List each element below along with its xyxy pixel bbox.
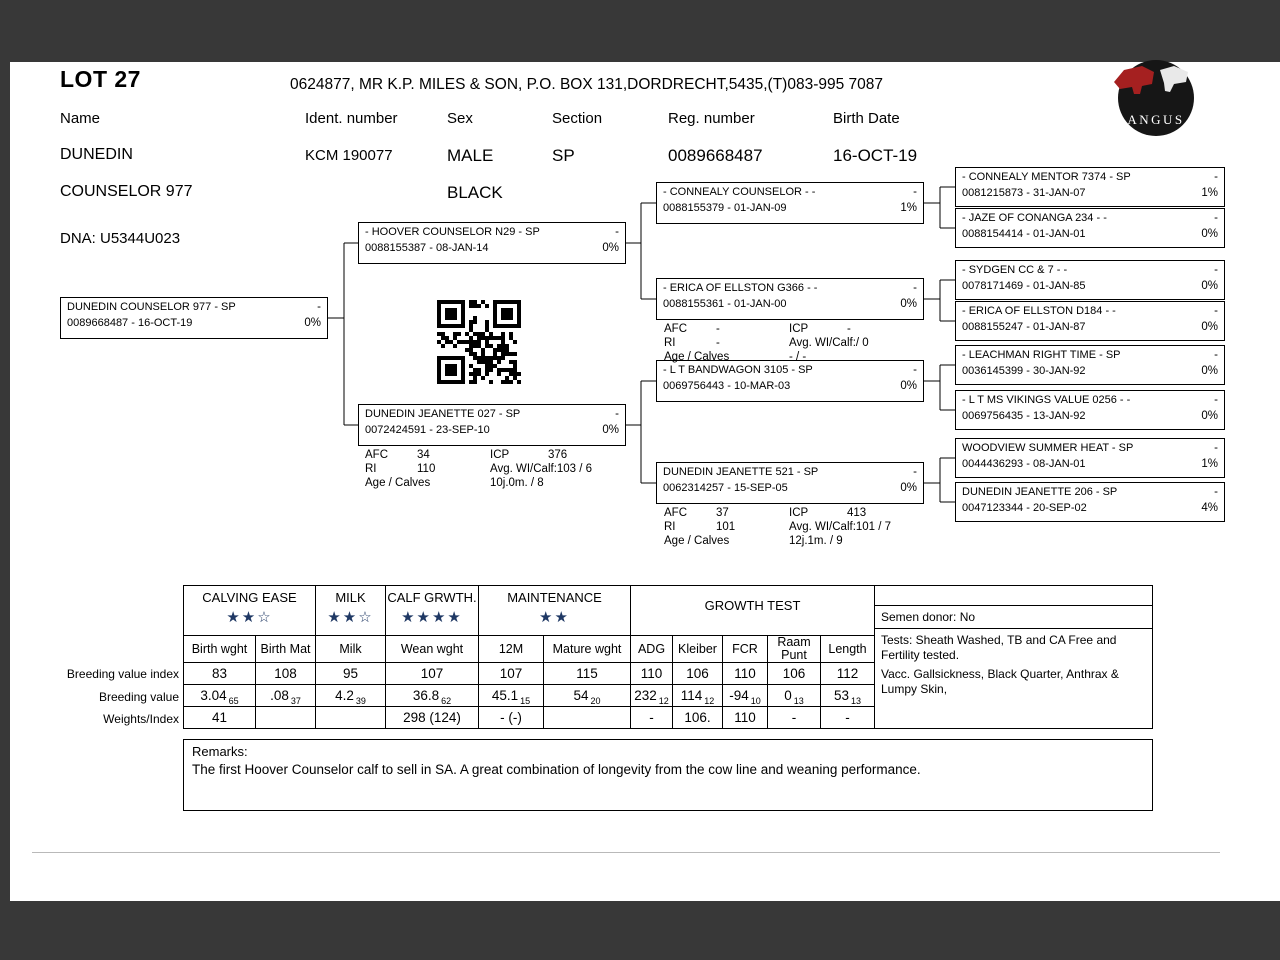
animal-name-line1: DUNEDIN	[60, 146, 133, 163]
afc-value: 34	[417, 449, 430, 461]
avg-value: / 0	[855, 337, 869, 349]
pedigree-reg-row	[956, 499, 1224, 515]
vaccination-note: Vacc. Gallsickness, Black Quarter, Anthrax & Lumpy Skin,	[881, 667, 1119, 696]
age-value: 12j.1m. / 9	[789, 535, 843, 547]
pedigree-name-row	[657, 463, 923, 479]
pedigree-pct: 0%	[602, 242, 619, 254]
pedigree-pct: 0%	[1201, 321, 1218, 333]
remarks-box	[183, 739, 1153, 811]
pedigree-name: DUNEDIN JEANETTE 521 - SP	[663, 466, 819, 478]
remarks-label: Remarks:	[192, 744, 248, 759]
tests-note: Tests: Sheath Washed, TB and CA Free and Fertility tested.	[881, 633, 1117, 662]
lot-number: LOT 27	[60, 66, 141, 92]
accuracy: 13	[793, 696, 804, 706]
pedigree-value: -	[913, 364, 917, 376]
value: 4.2	[335, 688, 354, 703]
cell	[479, 685, 544, 707]
pedigree-name: DUNEDIN JEANETTE 027 - SP	[365, 408, 521, 420]
col-12m: 12M	[479, 636, 544, 663]
group-label: MILK	[335, 590, 366, 605]
footer-divider	[32, 852, 1220, 853]
left-edge-strip	[0, 0, 10, 960]
column-header-row	[184, 636, 875, 663]
pedigree-box-g4-8	[955, 482, 1225, 522]
pedigree-value: -	[1214, 394, 1218, 406]
icp-label: ICP	[490, 449, 510, 461]
age-label: Age / Calves	[365, 477, 431, 489]
breeding-value-row	[184, 685, 875, 707]
pedigree-pct: 0%	[1201, 228, 1218, 240]
bottom-bar	[0, 901, 1280, 960]
pedigree-box-dam	[358, 404, 626, 446]
col-adg: ADG	[631, 636, 673, 663]
cell: 95	[316, 663, 386, 685]
icp-label: ICP	[789, 323, 809, 335]
stats-row	[365, 462, 592, 476]
pedigree-name: - JAZE OF CONANGA 234 - -	[962, 212, 1107, 224]
cell	[256, 685, 316, 707]
pedigree-value: -	[1214, 171, 1218, 183]
cell	[821, 685, 875, 707]
animal-name-line2: COUNSELOR 977	[60, 183, 193, 200]
pedigree-reg: 0088155387 - 08-JAN-14	[365, 242, 489, 254]
cell: 106	[768, 663, 821, 685]
cell	[256, 707, 316, 729]
star-rating: ★★★★	[401, 609, 463, 626]
star-rating: ★★☆	[327, 609, 374, 626]
pedigree-name: - LEACHMAN RIGHT TIME - SP	[962, 349, 1121, 361]
pedigree-reg-row	[956, 184, 1224, 200]
pedigree-pct: 0%	[900, 380, 917, 392]
age-value: - / -	[789, 351, 807, 363]
pedigree-reg-row	[657, 295, 923, 311]
col-birth-wght: Birth wght	[184, 636, 256, 663]
pedigree-name-row	[956, 483, 1224, 499]
pedigree-name-row	[956, 391, 1224, 407]
qr-code	[437, 300, 521, 384]
value: -94	[729, 688, 749, 703]
avg-value: 101 / 7	[855, 521, 892, 533]
pedigree-value: -	[913, 466, 917, 478]
pedigree-value: -	[1214, 486, 1218, 498]
cell: -	[768, 707, 821, 729]
value: 3.04	[200, 688, 227, 703]
pedigree-pct: 0%	[304, 317, 321, 329]
cell: 107	[386, 663, 479, 685]
cell: -	[631, 707, 673, 729]
birth-date-value: 16-OCT-19	[833, 146, 918, 165]
afc-value: -	[716, 323, 720, 335]
pedigree-reg-row	[956, 362, 1224, 378]
pedigree-box-dam-sire	[656, 360, 924, 402]
stats-block-dam-dam	[664, 506, 891, 548]
label-name: Name	[60, 110, 101, 127]
pedigree-value: -	[1214, 442, 1218, 454]
group-label: CALVING EASE	[202, 590, 297, 605]
ri-value: 101	[716, 521, 736, 533]
cell: 115	[544, 663, 631, 685]
stats-row	[365, 448, 592, 462]
pedigree-reg: 0047123344 - 20-SEP-02	[962, 502, 1087, 514]
pedigree-name: - ERICA OF ELLSTON D184 - -	[962, 305, 1116, 317]
pedigree-box-sire-dam	[656, 278, 924, 320]
pedigree-reg: 0072424591 - 23-SEP-10	[365, 424, 490, 436]
pedigree-value: -	[615, 226, 619, 238]
cell: 112	[821, 663, 875, 685]
pedigree-box-g4-4	[955, 301, 1225, 341]
stats-row	[664, 520, 891, 534]
pedigree-reg-row	[657, 377, 923, 393]
pedigree-reg: 0088154414 - 01-JAN-01	[962, 228, 1086, 240]
pedigree-reg: 0078171469 - 01-JAN-85	[962, 280, 1086, 292]
col-kleiber: Kleiber	[673, 636, 723, 663]
angus-logo-graphic	[1108, 56, 1198, 138]
pedigree-pct: 1%	[900, 202, 917, 214]
afc-label: AFC	[664, 507, 687, 519]
pedigree-name: - ERICA OF ELLSTON G366 - -	[663, 282, 818, 294]
age-label: Age / Calves	[664, 535, 730, 547]
age-label: Age / Calves	[664, 351, 730, 363]
cell: 298 (124)	[386, 707, 479, 729]
pedigree-reg-row	[359, 239, 625, 255]
pedigree-name: - L T BANDWAGON 3105 - SP	[663, 364, 813, 376]
owner-line: 0624877, MR K.P. MILES & SON, P.O. BOX 131,DORDRECHT,5435,(T)083-995 7087	[290, 76, 884, 93]
avg-label: Avg. WI/Calf:	[789, 337, 856, 349]
pedigree-name-row	[657, 279, 923, 295]
pedigree-name-row	[359, 405, 625, 421]
cell	[316, 707, 386, 729]
star-rating	[631, 613, 874, 627]
pedigree-reg: 0081215873 - 31-JAN-07	[962, 187, 1086, 199]
afc-label: AFC	[664, 323, 687, 335]
dna-number: DNA: U5344U023	[60, 230, 181, 247]
pedigree-pct: 1%	[1201, 187, 1218, 199]
pedigree-reg-row	[956, 455, 1224, 471]
pedigree-reg: 0069756435 - 13-JAN-92	[962, 410, 1086, 422]
icp-value: 376	[548, 449, 568, 461]
group-calving-ease	[184, 586, 316, 636]
pedigree-reg-row	[956, 318, 1224, 334]
col-wean-wght: Wean wght	[386, 636, 479, 663]
pedigree-pct: 0%	[602, 424, 619, 436]
pedigree-name-row	[956, 439, 1224, 455]
cell	[631, 685, 673, 707]
ri-value: 110	[417, 463, 436, 475]
value: 36.8	[412, 688, 440, 703]
pedigree-name-row	[61, 298, 327, 314]
col-birth-mat: Birth Mat	[256, 636, 316, 663]
group-label: MAINTENANCE	[507, 590, 602, 605]
label-birth-date: Birth Date	[833, 110, 900, 127]
stats-row	[664, 506, 891, 520]
angus-logo	[1108, 56, 1198, 143]
pedigree-pct: 1%	[1201, 458, 1218, 470]
cell: 110	[631, 663, 673, 685]
pedigree-reg-row	[956, 407, 1224, 423]
value: 114	[680, 688, 703, 703]
accuracy: 39	[355, 696, 366, 706]
accuracy: 20	[590, 696, 601, 706]
col-milk: Milk	[316, 636, 386, 663]
angus-logo-text: ANGUS	[1127, 112, 1185, 127]
pedigree-reg-row	[359, 421, 625, 437]
group-label: CALF GRWTH.	[387, 590, 477, 605]
cell	[316, 685, 386, 707]
pedigree-name-row	[359, 223, 625, 239]
pedigree-name-row	[956, 302, 1224, 318]
pedigree-name: - CONNEALY COUNSELOR - -	[663, 186, 816, 198]
pedigree-name: - CONNEALY MENTOR 7374 - SP	[962, 171, 1131, 183]
label-reg-number: Reg. number	[668, 110, 755, 127]
cell	[184, 685, 256, 707]
value: 232	[634, 688, 657, 703]
cell: 83	[184, 663, 256, 685]
avg-label: Avg. WI/Calf:	[490, 463, 557, 475]
pedigree-value: -	[913, 186, 917, 198]
pedigree-value: -	[317, 301, 321, 313]
pedigree-reg: 0069756443 - 10-MAR-03	[663, 380, 791, 392]
pedigree-box-sire	[358, 222, 626, 264]
col-raam-punt: Raam Punt	[768, 636, 821, 663]
cell: 106.	[673, 707, 723, 729]
accuracy: 15	[520, 696, 531, 706]
semen-donor-note: Semen donor: No	[875, 606, 1152, 629]
stats-row	[365, 476, 592, 490]
afc-label: AFC	[365, 449, 388, 461]
accuracy: 12	[658, 696, 669, 706]
group-header-row	[184, 586, 875, 636]
pedigree-reg-row	[956, 225, 1224, 241]
pedigree-reg-row	[956, 277, 1224, 293]
pedigree-pct: 0%	[1201, 410, 1218, 422]
pedigree-box-g4-7	[955, 438, 1225, 478]
accuracy: 37	[290, 696, 301, 706]
label-ident-number: Ident. number	[305, 110, 398, 127]
pedigree-box-sire-sire	[656, 182, 924, 224]
stats-block-dam	[365, 448, 592, 490]
cell: -	[821, 707, 875, 729]
pedigree-box-g4-6	[955, 390, 1225, 430]
pedigree-reg: 0088155379 - 01-JAN-09	[663, 202, 787, 214]
reg-number-value: 0089668487	[668, 146, 763, 165]
pedigree-box-animal	[60, 297, 328, 339]
health-notes-panel	[874, 585, 1153, 729]
pedigree-value: -	[1214, 212, 1218, 224]
ident-number-value: KCM 190077	[305, 147, 393, 164]
accuracy: 13	[851, 696, 862, 706]
stats-row	[664, 336, 869, 350]
value: .08	[270, 688, 289, 703]
pedigree-value: -	[913, 282, 917, 294]
stats-block-sire-dam	[664, 322, 869, 364]
group-growth-test	[631, 586, 875, 636]
label-sex: Sex	[447, 110, 473, 127]
pedigree-value: -	[1214, 305, 1218, 317]
stats-row	[664, 322, 869, 336]
ri-label: RI	[365, 463, 377, 475]
pedigree-name-row	[956, 168, 1224, 184]
pedigree-value: -	[1214, 264, 1218, 276]
pedigree-reg-row	[657, 199, 923, 215]
pedigree-box-g4-1	[955, 167, 1225, 207]
icp-value: 413	[847, 507, 867, 519]
cell	[544, 685, 631, 707]
pedigree-name-row	[956, 346, 1224, 362]
cell: 41	[184, 707, 256, 729]
stats-row	[664, 350, 869, 364]
cell	[768, 685, 821, 707]
section-value: SP	[552, 146, 575, 165]
stats-row	[664, 534, 891, 548]
cell	[544, 707, 631, 729]
cell	[386, 685, 479, 707]
pedigree-reg: 0088155361 - 01-JAN-00	[663, 298, 787, 310]
cell	[723, 685, 768, 707]
row-label-weights-index: Weights/Index	[103, 712, 179, 726]
sex-value: MALE	[447, 146, 494, 165]
pedigree-name-row	[956, 209, 1224, 225]
col-mature-wght: Mature wght	[544, 636, 631, 663]
pedigree-box-g4-2	[955, 208, 1225, 248]
star-rating: ★★	[539, 609, 570, 626]
cell: 106	[673, 663, 723, 685]
pedigree-pct: 4%	[1201, 502, 1218, 514]
pedigree-name: - SYDGEN CC & 7 - -	[962, 264, 1068, 276]
icp-label: ICP	[789, 507, 809, 519]
col-fcr: FCR	[723, 636, 768, 663]
pedigree-reg-row	[61, 314, 327, 330]
accuracy: 10	[750, 696, 761, 706]
cell: - (-)	[479, 707, 544, 729]
pedigree-reg: 0036145399 - 30-JAN-92	[962, 365, 1086, 377]
icp-value: -	[847, 323, 851, 335]
remarks-text: The first Hoover Counselor calf to sell in SA. A great combination of longevity from the cow line and weaning performance.	[192, 762, 921, 777]
row-label-breeding-value-index: Breeding value index	[66, 667, 179, 681]
pedigree-pct: 0%	[900, 298, 917, 310]
pedigree-value: -	[615, 408, 619, 420]
pedigree-name: - L T MS VIKINGS VALUE 0256 - -	[962, 394, 1131, 406]
ri-label: RI	[664, 521, 676, 533]
accuracy: 62	[441, 696, 452, 706]
accuracy: 12	[704, 696, 715, 706]
top-bar	[0, 0, 1280, 62]
pedigree-box-g4-5	[955, 345, 1225, 385]
pedigree-name-row	[657, 183, 923, 199]
pedigree-name: DUNEDIN COUNSELOR 977 - SP	[67, 301, 236, 313]
breeding-values-table	[183, 585, 875, 729]
weights-index-row	[184, 707, 875, 729]
pedigree-reg: 0044436293 - 08-JAN-01	[962, 458, 1086, 470]
accuracy: 65	[228, 696, 239, 706]
label-section: Section	[552, 110, 603, 127]
pedigree-pct: 0%	[1201, 365, 1218, 377]
pedigree-pct: 0%	[900, 482, 917, 494]
group-calf-growth	[386, 586, 479, 636]
avg-label: Avg. WI/Calf:	[789, 521, 856, 533]
cell: 110	[723, 707, 768, 729]
ri-value: -	[716, 337, 720, 349]
pedigree-reg: 0062314257 - 15-SEP-05	[663, 482, 788, 494]
pedigree-box-dam-dam	[656, 462, 924, 504]
pedigree-reg: 0088155247 - 01-JAN-87	[962, 321, 1086, 333]
cell: 110	[723, 663, 768, 685]
age-value: 10j.0m. / 8	[490, 477, 544, 489]
star-rating: ★★☆	[226, 609, 273, 626]
pedigree-reg: 0089668487 - 16-OCT-19	[67, 317, 193, 329]
value: 54	[573, 688, 589, 703]
ri-label: RI	[664, 337, 676, 349]
pedigree-value: -	[1214, 349, 1218, 361]
avg-value: 103 / 6	[556, 463, 593, 475]
pedigree-box-g4-3	[955, 260, 1225, 300]
col-length: Length	[821, 636, 875, 663]
value: 45.1	[491, 688, 519, 703]
color-value: BLACK	[447, 183, 503, 202]
pedigree-pct: 0%	[1201, 280, 1218, 292]
afc-value: 37	[716, 507, 729, 519]
value: 53	[833, 688, 849, 703]
pedigree-reg-row	[657, 479, 923, 495]
cell	[673, 685, 723, 707]
notes-panel-spacer	[875, 586, 1152, 606]
group-milk	[316, 586, 386, 636]
group-label: GROWTH TEST	[704, 598, 801, 613]
index-row	[184, 663, 875, 685]
row-label-breeding-value: Breeding value	[98, 690, 179, 704]
pedigree-name-row	[956, 261, 1224, 277]
cell: 107	[479, 663, 544, 685]
cell: 108	[256, 663, 316, 685]
group-maintenance	[479, 586, 631, 636]
value: 0	[784, 688, 792, 703]
pedigree-name: WOODVIEW SUMMER HEAT - SP	[962, 442, 1134, 454]
pedigree-name: - HOOVER COUNSELOR N29 - SP	[365, 226, 540, 238]
pedigree-name: DUNEDIN JEANETTE 206 - SP	[962, 486, 1118, 498]
